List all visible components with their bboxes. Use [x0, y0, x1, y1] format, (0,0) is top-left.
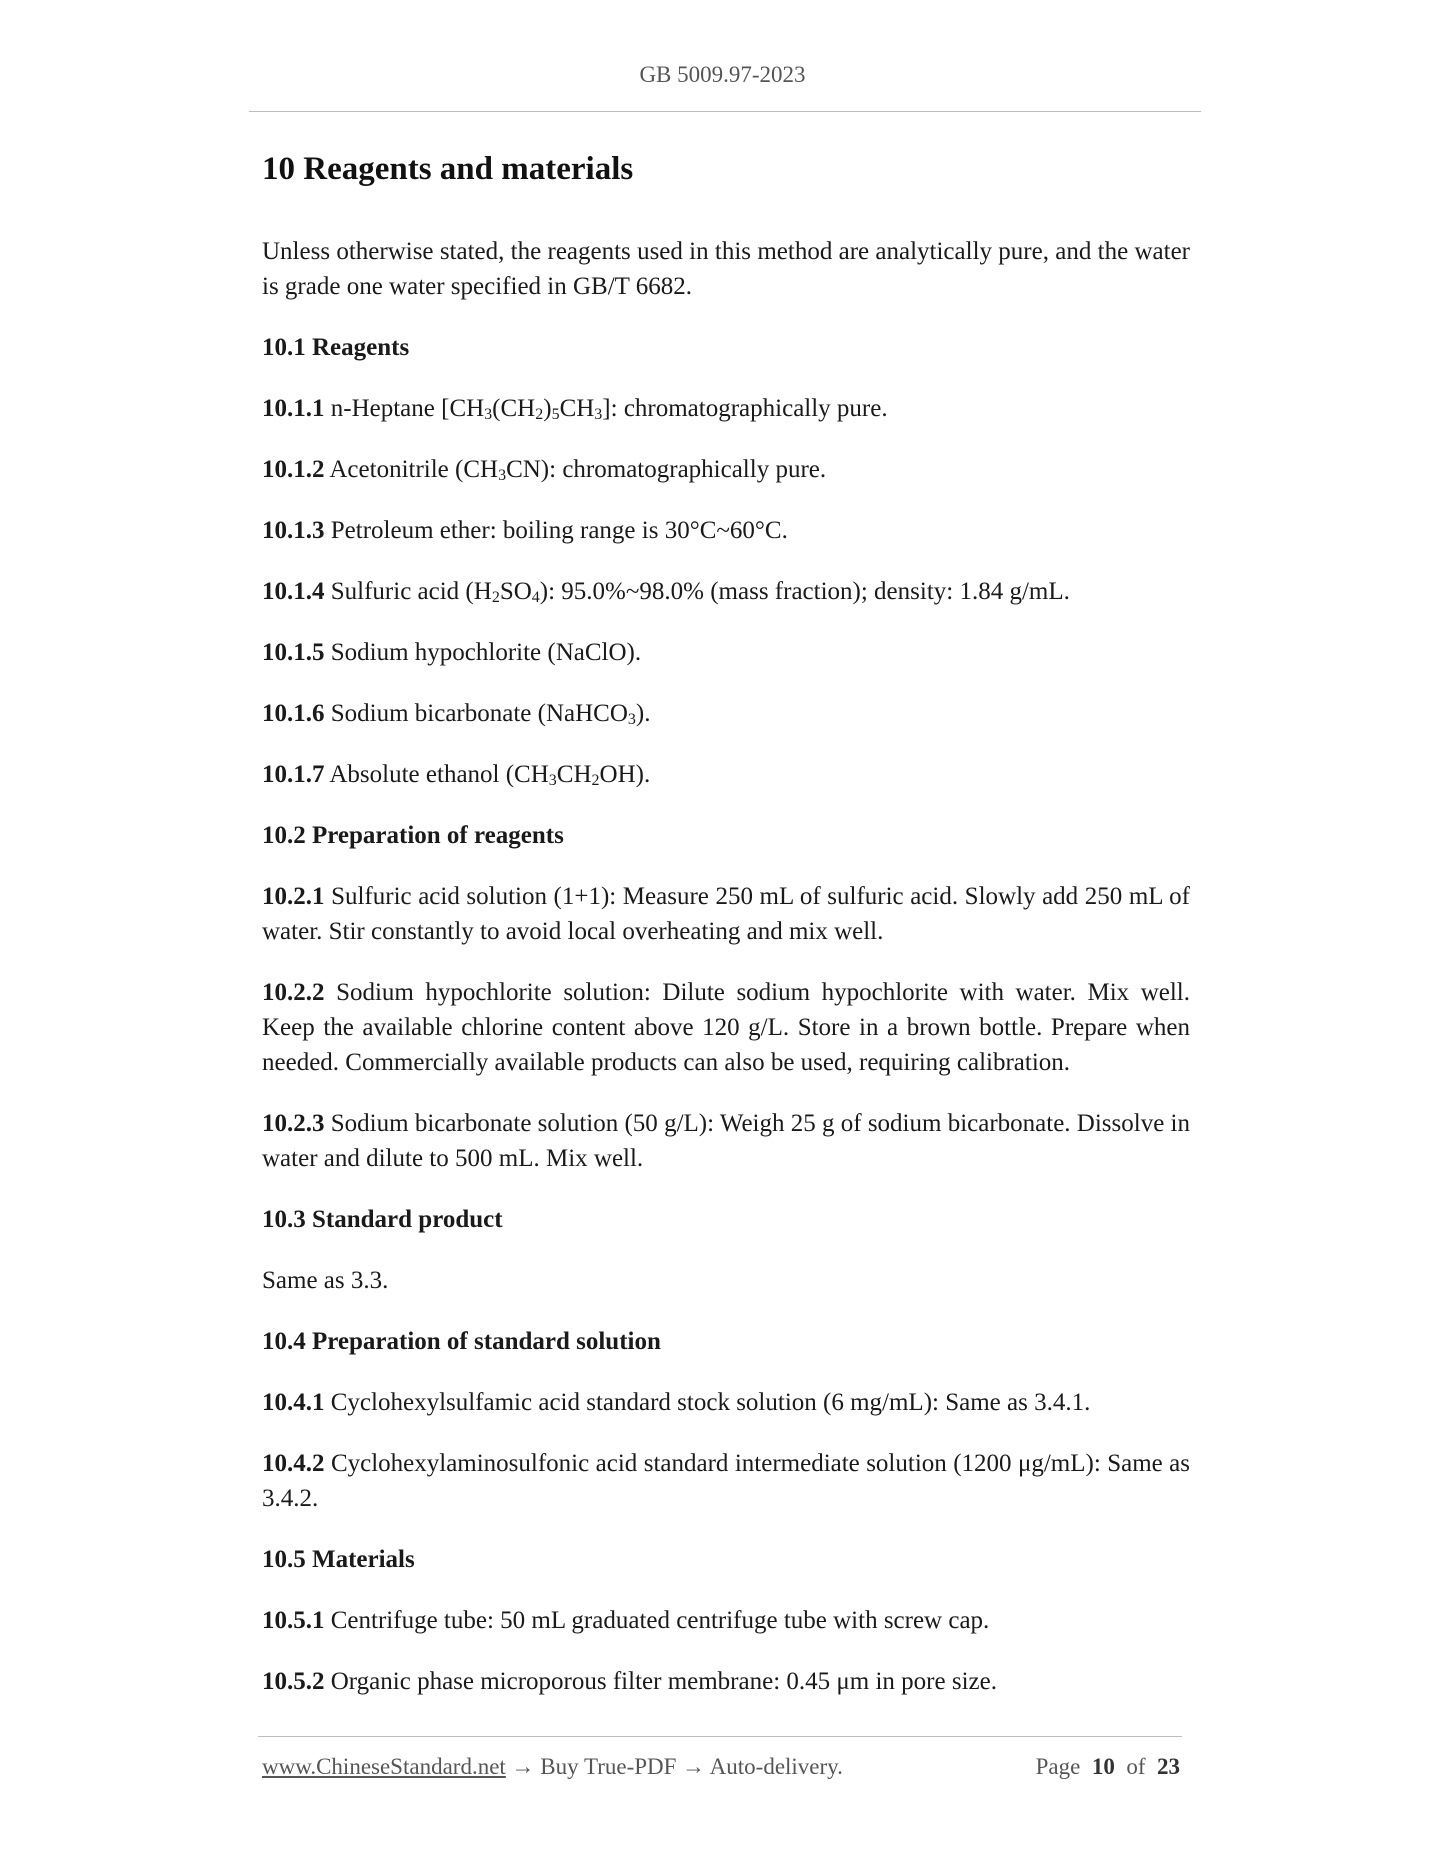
- reagent-item: [262, 391, 1190, 426]
- reagent-text: n-Heptane [CH: [330, 394, 485, 422]
- reagent-text: ).: [635, 699, 651, 727]
- reagent-text: Sulfuric acid (H: [330, 577, 492, 605]
- preparation-item-text: Sulfuric acid solution (1+1): Measure 250 mL of sulfuric acid. Slowly add 250 mL of water. Stir constantly to avoid local overheating and mix well.: [262, 882, 1190, 945]
- footer-tagline: → Buy True-PDF → Auto-delivery.: [505, 1754, 843, 1779]
- preparation-heading: 10.2 Preparation of reagents: [262, 821, 564, 849]
- reagent-text: SO: [499, 577, 532, 605]
- total-pages: 23: [1157, 1754, 1180, 1779]
- material-item: [262, 1664, 1190, 1699]
- page-content: [262, 150, 1190, 1725]
- reagent-item-number: 10.1.1: [262, 394, 325, 422]
- section-intro: Unless otherwise stated, the reagents used in this method are analytically pure, and the water is grade one water specified in GB/T 6682.: [262, 237, 1190, 300]
- reagent-item-number: 10.1.2: [262, 455, 325, 483]
- subscript: 2: [591, 771, 600, 789]
- reagents-heading: 10.1 Reagents: [262, 333, 410, 361]
- reagent-item: [262, 513, 1190, 548]
- preparation-item-text: Sodium bicarbonate solution (50 g/L): Weigh 25 g of sodium bicarbonate. Dissolve in water and dilute to 500 mL. Mix well.: [262, 1109, 1190, 1172]
- subscript: 2: [491, 588, 500, 606]
- material-item-text: Organic phase microporous filter membrane: 0.45 μm in pore size.: [330, 1667, 997, 1695]
- page-header: GB 5009.97-2023: [639, 62, 806, 87]
- materials-list: [262, 1603, 1190, 1699]
- standard-product-heading: 10.3 Standard product: [262, 1205, 503, 1233]
- preparation-item-number: 10.2.1: [262, 882, 325, 910]
- reagent-item: [262, 574, 1190, 609]
- reagent-text: CH: [556, 760, 592, 788]
- reagent-text: Sodium bicarbonate (NaHCO: [330, 699, 628, 727]
- reagent-item: [262, 757, 1190, 792]
- subscript: 3: [627, 710, 636, 728]
- section-title: 10 Reagents and materials: [262, 151, 634, 187]
- standard-solution-item-text: Cyclohexylaminosulfonic acid standard intermediate solution (1200 μg/mL): Same as 3.4.2.: [262, 1449, 1191, 1512]
- standard-solution-item-text: Cyclohexylsulfamic acid standard stock solution (6 mg/mL): Same as 3.4.1.: [330, 1388, 1091, 1416]
- preparation-item-number: 10.2.3: [262, 1109, 325, 1137]
- materials-heading: 10.5 Materials: [262, 1545, 415, 1573]
- reagent-item-number: 10.1.4: [262, 577, 325, 605]
- reagent-list: [262, 391, 1190, 792]
- standard-solution-item-number: 10.4.2: [262, 1449, 325, 1477]
- material-item-number: 10.5.1: [262, 1606, 325, 1634]
- reagent-item-number: 10.1.3: [262, 516, 325, 544]
- reagent-text: ]: chromatographically pure.: [602, 394, 888, 422]
- header-divider: [249, 111, 1201, 112]
- footer-divider: [258, 1736, 1182, 1737]
- page-footer: [262, 1754, 1180, 1786]
- subscript: 3: [548, 771, 557, 789]
- reagent-item-number: 10.1.5: [262, 638, 325, 666]
- reagent-text: CH: [559, 394, 595, 422]
- website-link[interactable]: www.ChineseStandard.net: [262, 1754, 506, 1779]
- subscript: 4: [531, 588, 540, 606]
- standard-solution-item: [262, 1446, 1190, 1516]
- reagent-text: Petroleum ether: boiling range is 30°C~60°C.: [330, 516, 788, 544]
- reagent-text: (CH: [492, 394, 536, 422]
- reagent-text: ): [543, 394, 552, 422]
- subscript: 2: [535, 405, 544, 423]
- reagent-text: ): 95.0%~98.0% (mass fraction); density: 1.84 g/mL.: [539, 577, 1070, 605]
- standard-solution-item: [262, 1385, 1190, 1420]
- standard-product-text: Same as 3.3.: [262, 1266, 389, 1294]
- reagent-item: [262, 696, 1190, 731]
- reagent-item: [262, 452, 1190, 487]
- material-item: [262, 1603, 1190, 1638]
- preparation-list: [262, 879, 1190, 1176]
- page-number: Page 10 of 23: [1035, 1754, 1180, 1779]
- reagent-item: [262, 635, 1190, 670]
- preparation-item: [262, 975, 1190, 1080]
- preparation-item: [262, 879, 1190, 949]
- subscript: 3: [498, 466, 507, 484]
- reagent-text: CN): chromatographically pure.: [506, 455, 827, 483]
- reagent-text: Sodium hypochlorite (NaClO).: [330, 638, 642, 666]
- preparation-item: [262, 1106, 1190, 1176]
- subscript: 5: [551, 405, 560, 423]
- preparation-item-number: 10.2.2: [262, 978, 325, 1006]
- reagent-text: Absolute ethanol (CH: [329, 760, 549, 788]
- subscript: 3: [484, 405, 493, 423]
- standard-solution-item-number: 10.4.1: [262, 1388, 325, 1416]
- reagent-item-number: 10.1.6: [262, 699, 325, 727]
- material-item-text: Centrifuge tube: 50 mL graduated centrifuge tube with screw cap.: [330, 1606, 990, 1634]
- standard-solution-heading: 10.4 Preparation of standard solution: [262, 1327, 661, 1355]
- footer-promo: [262, 1754, 843, 1780]
- reagent-item-number: 10.1.7: [262, 760, 325, 788]
- current-page: 10: [1091, 1754, 1115, 1779]
- material-item-number: 10.5.2: [262, 1667, 325, 1695]
- standard-solution-list: [262, 1385, 1190, 1516]
- subscript: 3: [594, 405, 603, 423]
- reagent-text: Acetonitrile (CH: [329, 455, 499, 483]
- preparation-item-text: Sodium hypochlorite solution: Dilute sodium hypochlorite with water. Mix well. Keep the available chlorine content above 120 g/L. Store in a brown bottle. Prepare when needed. Commercially available products can also be used, requiring calibration.: [262, 978, 1190, 1076]
- reagent-text: OH).: [599, 760, 651, 788]
